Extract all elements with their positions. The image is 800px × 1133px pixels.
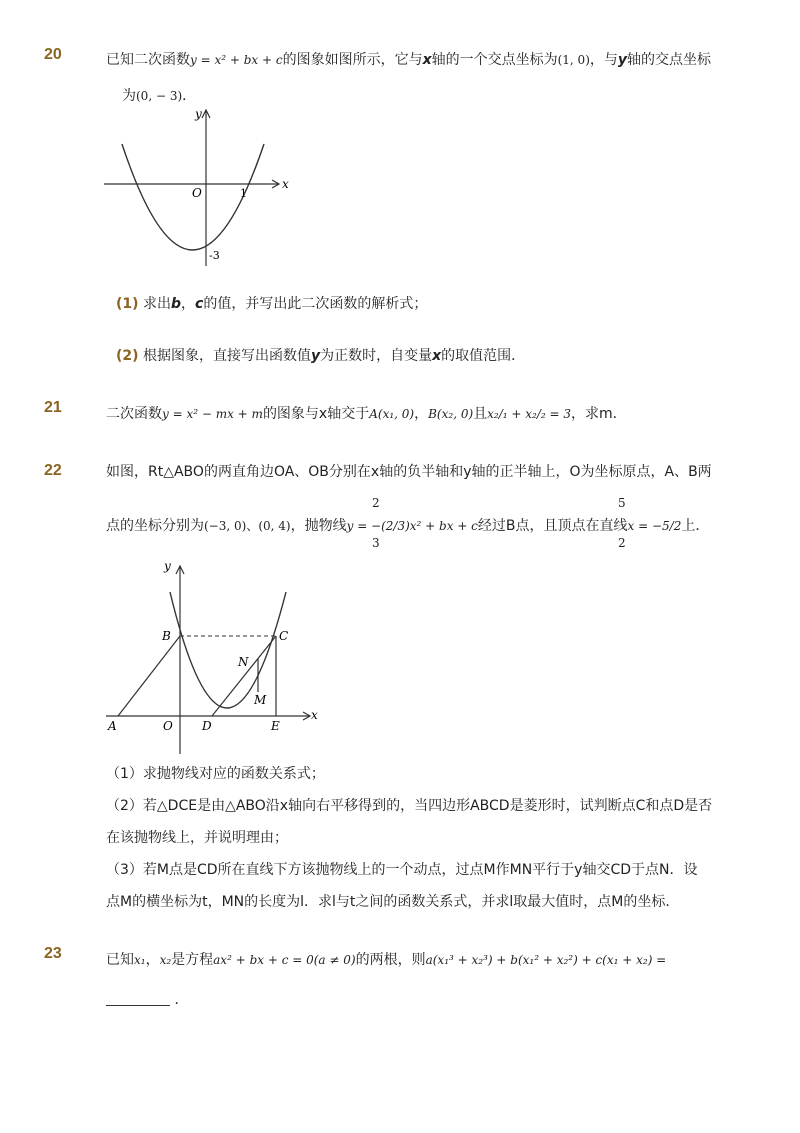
question-21-line [106, 404, 627, 424]
point-d-label: D [202, 719, 212, 733]
q23-text: 的两根，则 [355, 952, 426, 968]
q22-part-1: （1）求抛物线对应的函数关系式； [106, 766, 325, 782]
fraction-5-2-denominator: 2 [618, 536, 626, 550]
question-number: 20 [44, 46, 62, 63]
q21-text: ， [414, 406, 429, 422]
q20-part1-text: 求出 [143, 296, 171, 312]
point-b-label: B [162, 629, 171, 643]
q21-point-b: B(x₂, 0) [428, 407, 474, 421]
q20-point: (0, − 3) [136, 89, 183, 103]
q23-text: 已知 [106, 952, 134, 968]
q21-point-a: A(x₁, 0) [369, 407, 415, 421]
var-y: y [311, 348, 321, 364]
origin-label: O [163, 719, 173, 733]
q21-text: 且 [473, 406, 488, 422]
q22-text: 点的坐标分别为 [106, 518, 204, 534]
origin-label: O [192, 186, 202, 200]
q21-condition: x₂/₁ + x₂/₂ = 3 [487, 407, 572, 421]
q20-function: y = x² + bx + c [190, 53, 283, 67]
q23-root-2: x₂ [159, 953, 172, 967]
q21-function: y = x² − mx + m [162, 407, 263, 421]
point-a-label: A [108, 719, 117, 733]
q20-part-1 [116, 294, 427, 314]
question-number: 22 [44, 462, 62, 479]
point-n-label: N [238, 655, 249, 669]
q20-text: ． [182, 88, 197, 104]
fraction-2-3-denominator: 3 [372, 536, 380, 550]
q23-expression: a(x₁³ + x₂³) + b(x₁² + x₂²) + c(x₁ + x₂) = [425, 953, 667, 967]
point-e-label: E [271, 719, 280, 733]
q20-text: 为 [122, 88, 136, 104]
q23-text: ， [145, 952, 160, 968]
q23-text: 是方程 [171, 952, 214, 968]
var-x: x [432, 348, 442, 364]
q22-part-2-line-1: （2）若△DCE是由△ABO沿x轴向右平移得到的，当四边形ABCD是菱形时，试判断点C和点D是否 [106, 798, 713, 814]
point-c-label: C [279, 629, 289, 643]
q20-part2-text: 的取值范围． [441, 348, 526, 364]
q23-equation: ax² + bx + c = 0(a ≠ 0) [213, 953, 356, 967]
var-b: b [171, 296, 182, 312]
q22-part-3-line-2: 点M的横坐标为t，MN的长度为l．求l与t之间的函数关系式，并求l取最大值时，点M的坐标． [106, 894, 680, 910]
q21-text: ，求m． [571, 406, 627, 422]
y-label: y [164, 559, 171, 573]
q20-part2-text: 为正数时，自变量 [320, 348, 433, 364]
q22-text: 经过B点，且顶点在直线 [477, 518, 628, 534]
q20-part2-text: 根据图象，直接写出函数值 [143, 348, 311, 364]
parabola-curve [170, 592, 289, 708]
q20-text: 已知二次函数 [106, 52, 190, 68]
tick-label-1: 1 [240, 187, 247, 200]
x-label: x [282, 177, 289, 191]
q20-part1-text: ， [181, 296, 196, 312]
q23-end-mark: ． [174, 992, 189, 1008]
question-22-line-1: 如图，Rt△ABO的两直角边OA、OB分别在x轴的负半轴和y轴的正半轴上，O为坐标原点，A、B两 [106, 464, 712, 480]
point-m-label: M [254, 693, 267, 707]
q20-part-2 [116, 346, 525, 366]
segment-ab [118, 636, 180, 716]
fraction-2-3-numerator: 2 [372, 496, 380, 510]
q22-text: 上． [681, 518, 710, 534]
q21-text: 的图象与x轴交于 [262, 406, 370, 422]
part-number: (2) [116, 348, 139, 364]
q22-coords: (−3, 0)、(0, 4) [204, 519, 291, 533]
q21-text: 二次函数 [106, 406, 162, 422]
q22-vertical-line: x = −5/2 [627, 519, 682, 533]
question-number: 23 [44, 945, 62, 962]
question-23-line [106, 950, 666, 970]
q20-part1-text: 的值，并写出此二次函数的解析式； [203, 296, 428, 312]
tick-label-minus-3: -3 [209, 249, 220, 262]
q22-part-3-line-1: （3）若M点是CD所在直线下方该抛物线上的一个动点，过点M作MN平行于y轴交CD于点N．设 [106, 862, 698, 878]
q22-geometry-graph [100, 556, 330, 756]
q23-answer-line [106, 990, 188, 1010]
part-number: (1) [116, 296, 139, 312]
answer-blank[interactable] [106, 993, 170, 1006]
segment-dc [212, 636, 276, 716]
q20-point: (1, 0) [557, 53, 590, 67]
q20-text: 轴的一个交点坐标为 [431, 52, 558, 68]
q22-text: ，抛物线 [290, 518, 347, 534]
var-c: c [195, 296, 204, 312]
q22-part-2-line-2: 在该抛物线上，并说明理由； [106, 830, 288, 846]
x-label: x [311, 708, 318, 722]
q20-x-var: x [422, 52, 432, 68]
y-label: y [195, 107, 202, 121]
q20-parabola-graph [96, 100, 296, 270]
q20-text: 的图象如图所示，它与 [282, 52, 423, 68]
question-22-line-2 [106, 516, 709, 536]
q20-text: 轴的交点坐标 [627, 52, 712, 68]
q22-parabola: y = −(2/3)x² + bx + c [346, 519, 478, 533]
question-number: 21 [44, 399, 62, 416]
question-20-line-1 [106, 50, 711, 70]
q23-root-1: x₁ [134, 953, 146, 967]
q20-text: ，与 [589, 52, 618, 68]
q20-y-var: y [617, 52, 628, 68]
fraction-5-2-numerator: 5 [618, 496, 626, 510]
